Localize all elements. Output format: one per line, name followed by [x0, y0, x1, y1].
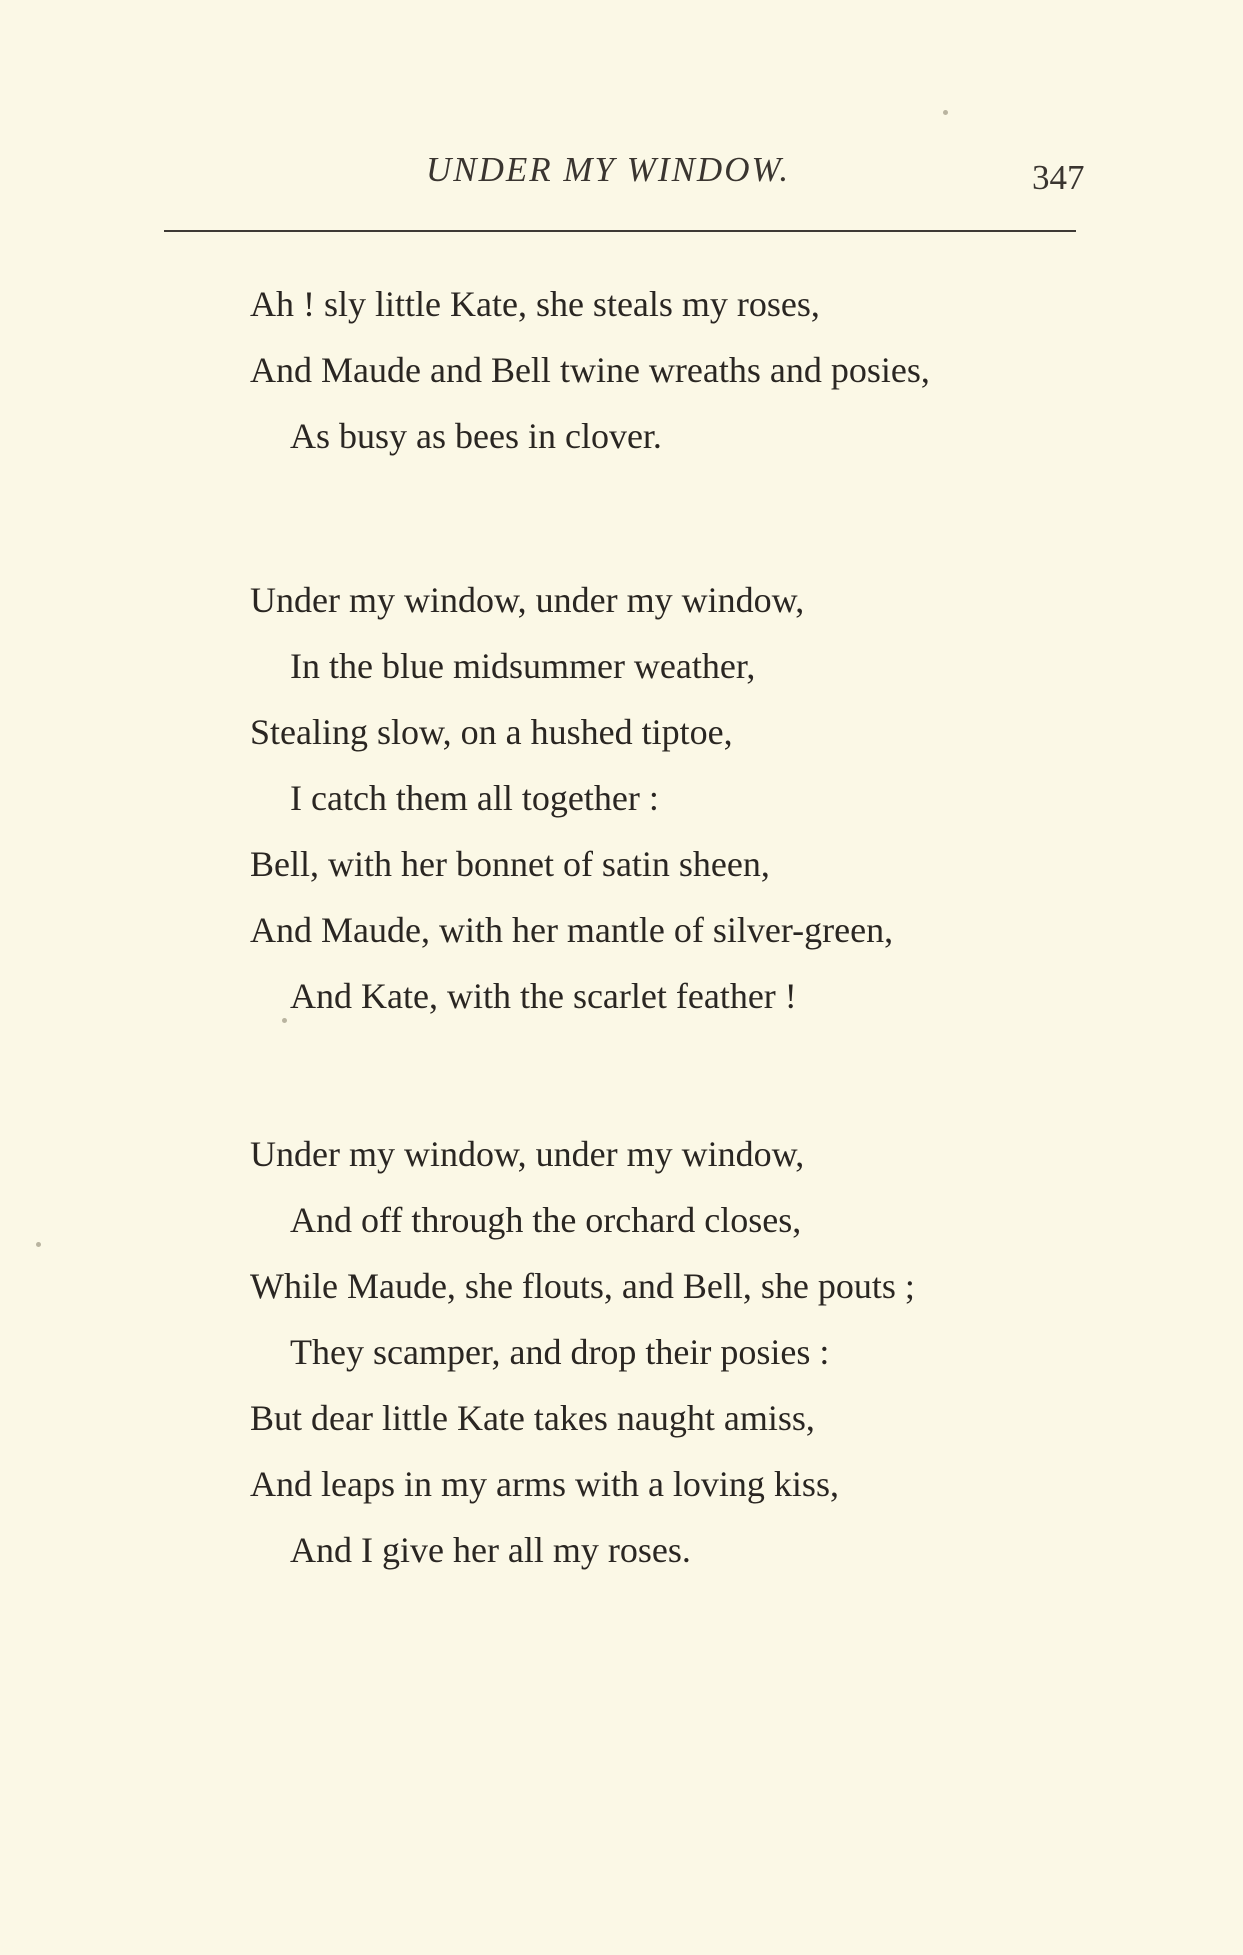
poem-line: And leaps in my arms with a loving kiss, [250, 1464, 839, 1504]
poem-line: Ah ! sly little Kate, she steals my roses, [250, 284, 820, 324]
poem-line: In the blue midsummer weather, [290, 646, 756, 686]
poem-line: While Maude, she flouts, and Bell, she pouts ; [250, 1266, 915, 1306]
poem-line: But dear little Kate takes naught amiss, [250, 1398, 815, 1438]
header-rule [164, 230, 1076, 232]
poem-line: As busy as bees in clover. [290, 416, 662, 456]
running-head [0, 150, 1243, 200]
paper-speck [943, 110, 948, 115]
poem-line: And Maude and Bell twine wreaths and posies, [250, 350, 930, 390]
poem-line: And I give her all my roses. [290, 1530, 691, 1570]
paper-speck [36, 1242, 41, 1247]
poem-line: And off through the orchard closes, [290, 1200, 802, 1240]
poem-line: Under my window, under my window, [250, 580, 805, 620]
poem-line: Stealing slow, on a hushed tiptoe, [250, 712, 733, 752]
paper-speck [282, 1018, 287, 1023]
poem-line: They scamper, and drop their posies : [290, 1332, 830, 1372]
poem-line: And Maude, with her mantle of silver-green, [250, 910, 894, 950]
poem-line: Under my window, under my window, [250, 1134, 805, 1174]
poem-line: And Kate, with the scarlet feather ! [290, 976, 797, 1016]
poem-line: I catch them all together : [290, 778, 659, 818]
poem-line: Bell, with her bonnet of satin sheen, [250, 844, 770, 884]
running-title: UNDER MY WINDOW. [426, 150, 791, 189]
page-number: 347 [1032, 158, 1085, 197]
